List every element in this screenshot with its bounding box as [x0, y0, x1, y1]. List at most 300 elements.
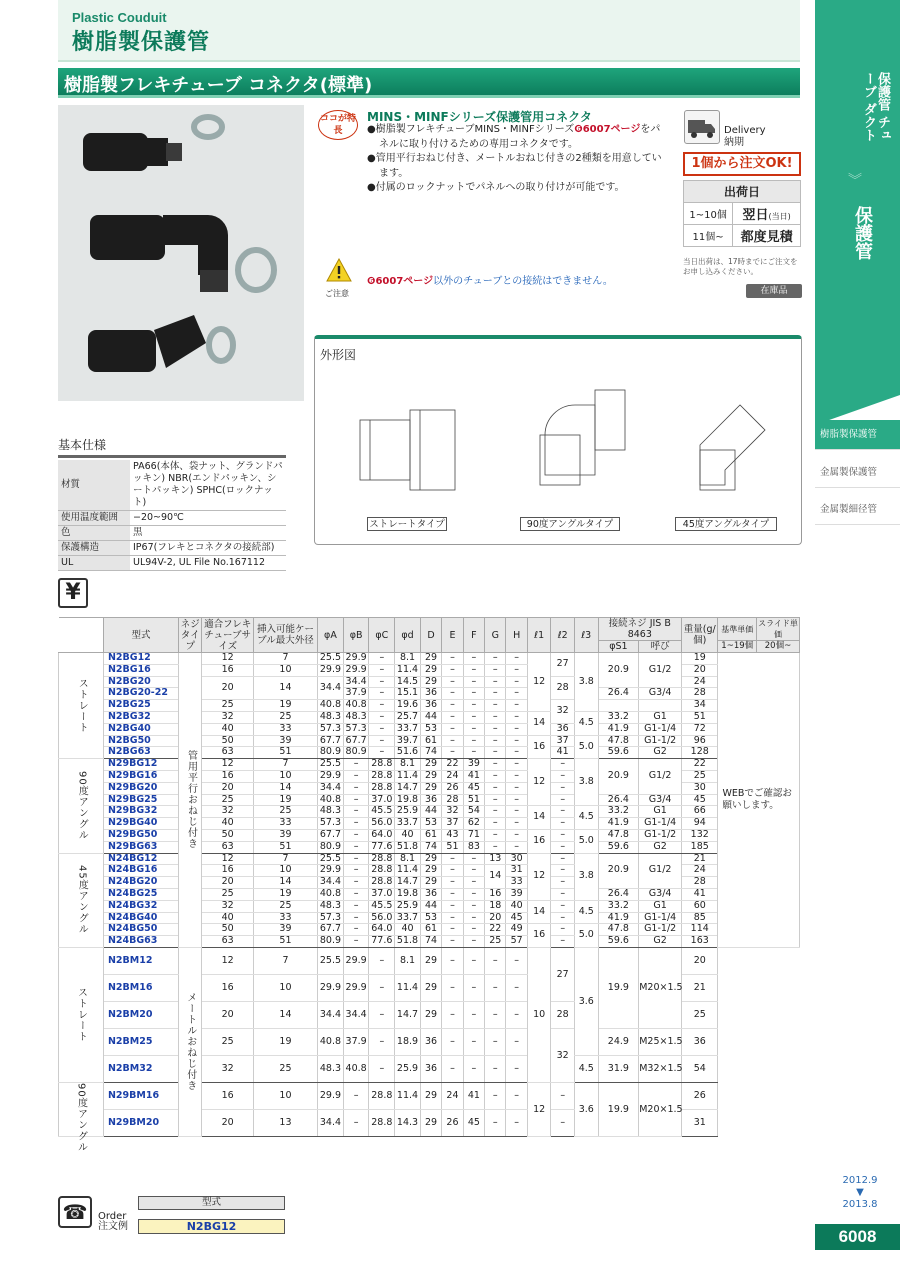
- table-cell: 11.4: [395, 1082, 421, 1109]
- table-cell: –: [551, 1109, 575, 1136]
- model-code[interactable]: N2BG50: [103, 735, 178, 747]
- table-cell: 41.9: [598, 723, 639, 735]
- table-cell: 25.5: [318, 947, 344, 974]
- table-cell: 28.8: [369, 865, 395, 877]
- model-code[interactable]: N24BG20: [103, 877, 178, 889]
- table-cell: 37.0: [369, 794, 395, 806]
- table-cell: 20.9: [598, 653, 639, 688]
- thread-type-label: 管用平行おねじ付き: [178, 653, 202, 948]
- table-cell: 13: [253, 1109, 317, 1136]
- table-cell: G2: [639, 841, 682, 853]
- table-cell: 25.7: [395, 711, 421, 723]
- table-row: [59, 711, 800, 723]
- table-cell: –: [485, 676, 506, 688]
- table-cell: 14: [253, 676, 317, 700]
- table-row: [59, 770, 800, 782]
- table-cell: 57.3: [318, 723, 344, 735]
- table-cell: –: [343, 912, 369, 924]
- table-cell: –: [442, 924, 463, 936]
- table-cell: 25: [253, 1055, 317, 1082]
- model-code[interactable]: N29BM16: [103, 1082, 178, 1109]
- row-group-label: 90度アングル: [59, 1082, 104, 1136]
- table-cell: –: [343, 853, 369, 865]
- table-row: 1~10個 翌日(当日): [684, 203, 801, 225]
- table-cell: 29: [420, 759, 441, 771]
- table-cell: –: [485, 818, 506, 830]
- shipping-header: 出荷日: [684, 181, 801, 203]
- table-cell: 15.1: [395, 688, 421, 700]
- model-code[interactable]: N2BG20: [103, 676, 178, 688]
- table-cell: 36: [420, 688, 441, 700]
- table-cell: 29: [420, 1001, 441, 1028]
- table-cell: 16: [202, 1082, 253, 1109]
- model-code[interactable]: N29BG20: [103, 782, 178, 794]
- row-group-label: 45度アングル: [59, 853, 104, 947]
- table-cell: 39: [506, 888, 527, 900]
- table-cell: 28: [551, 676, 575, 700]
- table-cell: 40.8: [318, 700, 344, 712]
- table-cell: 33.2: [598, 900, 639, 912]
- table-cell: –: [506, 700, 527, 712]
- list-item: ●管用平行おねじ付き、メートルおねじ付きの2種類を用意しています。: [367, 153, 662, 179]
- table-cell: M20×1.5: [639, 947, 682, 1028]
- table-cell: 51: [682, 711, 718, 723]
- table-cell: 14.7: [395, 1001, 421, 1028]
- table-cell: 8.1: [395, 947, 421, 974]
- table-cell: [639, 700, 682, 712]
- table-cell: 51: [253, 936, 317, 948]
- model-code[interactable]: N24BG63: [103, 936, 178, 948]
- model-code[interactable]: N24BG25: [103, 888, 178, 900]
- table-cell: 27: [551, 653, 575, 677]
- table-cell: 19: [682, 653, 718, 665]
- table-cell: 33.7: [395, 723, 421, 735]
- table-cell: 16: [527, 829, 551, 853]
- table-cell: 25: [682, 1001, 718, 1028]
- table-cell: –: [485, 1055, 506, 1082]
- table-cell: 14: [527, 900, 551, 924]
- table-cell: 34.4: [318, 1109, 344, 1136]
- table-cell: –: [369, 974, 395, 1001]
- table-cell: 20.9: [598, 853, 639, 888]
- table-cell: 14.7: [395, 782, 421, 794]
- table-cell: 45: [506, 912, 527, 924]
- model-code[interactable]: N2BM12: [103, 947, 178, 974]
- table-cell: –: [551, 818, 575, 830]
- table-row: [59, 900, 800, 912]
- table-cell: –: [343, 794, 369, 806]
- table-cell: 19.6: [395, 700, 421, 712]
- table-cell: 34.4: [343, 1001, 369, 1028]
- table-cell: –: [551, 900, 575, 912]
- table-cell: G1-1/2: [639, 735, 682, 747]
- caption-90-angle: 90度アングルタイプ: [520, 517, 620, 531]
- table-cell: –: [343, 936, 369, 948]
- price-note: WEBでご確認お願いします。: [718, 653, 800, 948]
- table-cell: 28: [442, 794, 463, 806]
- table-cell: 25.9: [395, 1055, 421, 1082]
- table-row: [59, 818, 800, 830]
- table-cell: 19: [253, 888, 317, 900]
- table-cell: 47.8: [598, 735, 639, 747]
- page-title: 樹脂製フレキチューブ コネクタ(標準): [64, 75, 373, 96]
- model-code[interactable]: N2BG12: [103, 653, 178, 665]
- table-cell: 64.0: [369, 829, 395, 841]
- table-cell: –: [551, 759, 575, 771]
- col-header: φB: [343, 618, 369, 653]
- price-icon: ¥: [58, 578, 88, 608]
- table-row: [59, 700, 800, 712]
- table-cell: –: [463, 1055, 484, 1082]
- table-cell: 28.8: [369, 1082, 395, 1109]
- table-cell: 80.9: [318, 747, 344, 759]
- table-cell: 28: [682, 877, 718, 889]
- table-cell: 72: [682, 723, 718, 735]
- table-cell: 67.7: [318, 829, 344, 841]
- model-code[interactable]: N2BM20: [103, 1001, 178, 1028]
- table-cell: 57.3: [318, 818, 344, 830]
- sidebar-item-resin[interactable]: 樹脂製保護管: [815, 420, 900, 450]
- table-cell: 185: [682, 841, 718, 853]
- table-row: [59, 782, 800, 794]
- table-cell: 28.8: [369, 782, 395, 794]
- table-cell: 12: [202, 947, 253, 974]
- table-cell: 71: [463, 829, 484, 841]
- table-row: [59, 1028, 800, 1055]
- table-cell: 33: [506, 877, 527, 889]
- model-code[interactable]: N2BG16: [103, 664, 178, 676]
- table-cell: 5.0: [574, 735, 598, 759]
- table-cell: 24.9: [598, 1028, 639, 1055]
- model-code[interactable]: N2BG63: [103, 747, 178, 759]
- sidebar-item-metal-thin[interactable]: 金属製細径管: [815, 495, 900, 525]
- table-cell: 45: [463, 782, 484, 794]
- table-cell: –: [551, 912, 575, 924]
- table-cell: 26: [442, 1109, 463, 1136]
- table-cell: 29: [420, 947, 441, 974]
- table-cell: 37.0: [369, 888, 395, 900]
- table-cell: –: [343, 888, 369, 900]
- table-cell: 22: [485, 924, 506, 936]
- table-cell: –: [506, 1109, 527, 1136]
- table-cell: 3.8: [574, 853, 598, 900]
- table-cell: –: [343, 782, 369, 794]
- table-cell: 47.8: [598, 924, 639, 936]
- table-cell: 19.8: [395, 794, 421, 806]
- table-cell: 32: [202, 1055, 253, 1082]
- sidebar-item-metal[interactable]: 金属製保護管: [815, 458, 900, 488]
- table-cell: 32: [551, 1028, 575, 1082]
- table-cell: –: [369, 1055, 395, 1082]
- table-row: [59, 947, 800, 974]
- table-cell: –: [485, 723, 506, 735]
- row-group-label: ストレート: [59, 653, 104, 759]
- table-cell: 40: [202, 723, 253, 735]
- table-cell: –: [343, 1082, 369, 1109]
- model-code[interactable]: N29BG16: [103, 770, 178, 782]
- table-cell: –: [369, 688, 395, 700]
- col-header: 接続ネジ JIS B 8463: [598, 618, 682, 641]
- table-cell: 57: [506, 936, 527, 948]
- table-cell: –: [369, 1028, 395, 1055]
- col-header: スライド単価: [758, 619, 798, 639]
- table-cell: 4.5: [574, 711, 598, 735]
- table-cell: 41: [551, 747, 575, 759]
- table-cell: –: [551, 924, 575, 936]
- shipping-note: 当日出荷は、17時までにご注文をお申し込みください。: [683, 257, 798, 276]
- table-cell: –: [343, 865, 369, 877]
- table-cell: –: [442, 912, 463, 924]
- table-cell: 29: [420, 974, 441, 1001]
- model-code[interactable]: N2BG25: [103, 700, 178, 712]
- table-cell: 7: [253, 853, 317, 865]
- table-cell: 30: [506, 853, 527, 865]
- caution-label: ご注意: [325, 289, 349, 298]
- table-cell: 59.6: [598, 936, 639, 948]
- product-table: [58, 617, 800, 1153]
- table-cell: 26.4: [598, 888, 639, 900]
- stock-badge: 在庫品: [746, 284, 802, 298]
- table-row: 材質 PA66(本体、袋ナット、グランドパッキン) NBR(エンドパッキン、シートパッキン) SPHC(ロックナット): [58, 460, 286, 511]
- table-row: 11個~ 都度見積: [684, 225, 801, 247]
- table-cell: 10: [253, 770, 317, 782]
- table-cell: –: [506, 829, 527, 841]
- table-row: [59, 1001, 800, 1028]
- table-cell: –: [369, 653, 395, 665]
- model-code[interactable]: N2BG32: [103, 711, 178, 723]
- table-cell: 33.2: [598, 806, 639, 818]
- table-row: [59, 1109, 800, 1136]
- model-code[interactable]: N29BG25: [103, 794, 178, 806]
- model-code[interactable]: N24BG12: [103, 853, 178, 865]
- caption-straight: ストレートタイプ: [367, 517, 447, 531]
- table-cell: 33: [253, 723, 317, 735]
- table-cell: –: [485, 974, 506, 1001]
- table-cell: 96: [682, 735, 718, 747]
- table-cell: M32×1.5: [639, 1055, 682, 1082]
- table-cell: G1: [639, 806, 682, 818]
- table-cell: 20: [202, 1001, 253, 1028]
- table-cell: –: [506, 723, 527, 735]
- model-code[interactable]: N2BG20-22: [103, 688, 178, 700]
- table-cell: –: [463, 747, 484, 759]
- header-category-en: Plastic Couduit: [72, 10, 167, 25]
- table-cell: –: [463, 735, 484, 747]
- table-cell: 36: [551, 723, 575, 735]
- table-cell: 33: [253, 912, 317, 924]
- model-code[interactable]: N24BG40: [103, 912, 178, 924]
- table-cell: –: [442, 900, 463, 912]
- table-row: [59, 936, 800, 948]
- table-cell: 26: [682, 1082, 718, 1109]
- page-link[interactable]: ❻6007ページ: [574, 124, 641, 135]
- phone-icon: ☎: [58, 1196, 92, 1228]
- model-code[interactable]: N2BG40: [103, 723, 178, 735]
- table-cell: M20×1.5: [639, 1082, 682, 1136]
- table-cell: 11.4: [395, 865, 421, 877]
- table-cell: –: [442, 676, 463, 688]
- table-cell: 12: [202, 853, 253, 865]
- table-cell: 39: [253, 924, 317, 936]
- table-row: [59, 912, 800, 924]
- table-cell: G1-1/2: [639, 924, 682, 936]
- table-row: [59, 865, 800, 877]
- table-cell: 31: [506, 865, 527, 877]
- table-cell: –: [506, 947, 527, 974]
- caution-text: ❻6007ページ以外のチューブとの接続はできません。: [367, 276, 613, 287]
- table-cell: –: [463, 1001, 484, 1028]
- table-cell: 33.2: [598, 711, 639, 723]
- table-cell: 14: [485, 865, 506, 889]
- table-cell: –: [369, 947, 395, 974]
- model-code[interactable]: N29BG12: [103, 759, 178, 771]
- table-cell: 20: [682, 664, 718, 676]
- table-cell: 29: [420, 676, 441, 688]
- table-cell: 27: [551, 947, 575, 1001]
- table-cell: –: [551, 806, 575, 818]
- table-row: [59, 664, 800, 676]
- table-cell: 53: [420, 723, 441, 735]
- sidebar-category: 保護管 チューブ ダクト: [861, 72, 890, 142]
- table-cell: 67.7: [318, 735, 344, 747]
- caption-45-angle: 45度アングルタイプ: [675, 517, 777, 531]
- table-cell: 36: [420, 794, 441, 806]
- table-cell: –: [506, 664, 527, 676]
- col-header: 適合フレキチューブサイズ: [202, 618, 253, 653]
- table-cell: M25×1.5: [639, 1028, 682, 1055]
- table-cell: –: [442, 974, 463, 1001]
- table-cell: –: [343, 759, 369, 771]
- table-cell: 56.0: [369, 818, 395, 830]
- table-cell: 29.9: [343, 947, 369, 974]
- model-code[interactable]: N29BG63: [103, 841, 178, 853]
- table-cell: 50: [202, 924, 253, 936]
- table-cell: 37: [551, 735, 575, 747]
- table-cell: 40.8: [318, 794, 344, 806]
- table-cell: –: [442, 1001, 463, 1028]
- table-cell: 28.8: [369, 853, 395, 865]
- table-cell: –: [463, 947, 484, 974]
- table-cell: –: [506, 841, 527, 853]
- model-code[interactable]: N29BG32: [103, 806, 178, 818]
- table-cell: 29.9: [318, 1082, 344, 1109]
- table-row: [59, 653, 800, 665]
- table-cell: 20: [485, 912, 506, 924]
- table-cell: 10: [253, 865, 317, 877]
- table-cell: 34.4: [318, 782, 344, 794]
- table-cell: –: [442, 888, 463, 900]
- col-header: F: [463, 618, 484, 653]
- table-cell: 34.4: [318, 676, 344, 700]
- table-row: [59, 806, 800, 818]
- table-cell: 8.1: [395, 759, 421, 771]
- model-code[interactable]: N24BG32: [103, 900, 178, 912]
- table-cell: 30: [682, 782, 718, 794]
- table-row: [59, 688, 800, 700]
- table-cell: 62: [463, 818, 484, 830]
- table-cell: 14: [253, 782, 317, 794]
- table-cell: –: [343, 900, 369, 912]
- table-cell: 37: [442, 818, 463, 830]
- table-row: [59, 676, 800, 688]
- table-cell: –: [463, 853, 484, 865]
- col-header: φS1: [598, 641, 639, 653]
- model-code[interactable]: N2BM32: [103, 1055, 178, 1082]
- table-cell: 61: [420, 829, 441, 841]
- table-cell: –: [463, 936, 484, 948]
- table-cell: 25.5: [318, 853, 344, 865]
- model-code[interactable]: N2BM16: [103, 974, 178, 1001]
- table-cell: 28.8: [369, 877, 395, 889]
- table-cell: –: [369, 723, 395, 735]
- table-cell: 40.8: [343, 1055, 369, 1082]
- table-cell: 40: [395, 924, 421, 936]
- sidebar-tab[interactable]: [815, 0, 900, 395]
- col-header: G: [485, 618, 506, 653]
- table-cell: 25.5: [318, 653, 344, 665]
- table-cell: 48.3: [343, 711, 369, 723]
- table-cell: –: [442, 877, 463, 889]
- model-code[interactable]: N29BM20: [103, 1109, 178, 1136]
- col-header: D: [420, 618, 441, 653]
- table-cell: 63: [202, 747, 253, 759]
- table-cell: 41.9: [598, 818, 639, 830]
- page-link[interactable]: ❻6007ページ: [367, 276, 434, 287]
- table-cell: 20: [682, 947, 718, 974]
- table-cell: 14: [253, 1001, 317, 1028]
- table-cell: 8.1: [395, 853, 421, 865]
- model-code[interactable]: N29BG40: [103, 818, 178, 830]
- table-cell: 53: [420, 912, 441, 924]
- model-code[interactable]: N24BG16: [103, 865, 178, 877]
- table-cell: –: [506, 1028, 527, 1055]
- table-cell: 74: [420, 841, 441, 853]
- table-cell: 4.5: [574, 1055, 598, 1082]
- table-cell: –: [506, 806, 527, 818]
- table-cell: 48.3: [318, 1055, 344, 1082]
- table-cell: 45: [463, 1109, 484, 1136]
- table-cell: 14.5: [395, 676, 421, 688]
- table-cell: 163: [682, 936, 718, 948]
- model-code[interactable]: N24BG50: [103, 924, 178, 936]
- table-cell: –: [463, 664, 484, 676]
- table-cell: 41: [682, 888, 718, 900]
- table-cell: 54: [682, 1055, 718, 1082]
- model-code[interactable]: N29BG50: [103, 829, 178, 841]
- table-cell: –: [506, 770, 527, 782]
- table-cell: –: [485, 829, 506, 841]
- col-header: φC: [369, 618, 395, 653]
- table-cell: 29.9: [318, 865, 344, 877]
- table-cell: 31: [682, 1109, 718, 1136]
- table-cell: 22: [682, 759, 718, 771]
- table-cell: –: [485, 653, 506, 665]
- model-code[interactable]: N2BM25: [103, 1028, 178, 1055]
- chevron-down-icon: ︾: [848, 173, 862, 189]
- table-cell: 19: [253, 700, 317, 712]
- table-cell: G1/2: [639, 853, 682, 888]
- table-cell: 32: [202, 806, 253, 818]
- col-header: 呼び: [639, 641, 682, 653]
- table-cell: 37.9: [343, 1028, 369, 1055]
- table-cell: 20: [202, 782, 253, 794]
- table-cell: 10: [253, 664, 317, 676]
- table-cell: 48.3: [318, 900, 344, 912]
- table-cell: 16: [202, 865, 253, 877]
- table-row: 色 黒: [58, 526, 286, 541]
- delivery-label: Delivery 納期: [724, 125, 766, 148]
- order-example-header: 型式: [138, 1196, 285, 1210]
